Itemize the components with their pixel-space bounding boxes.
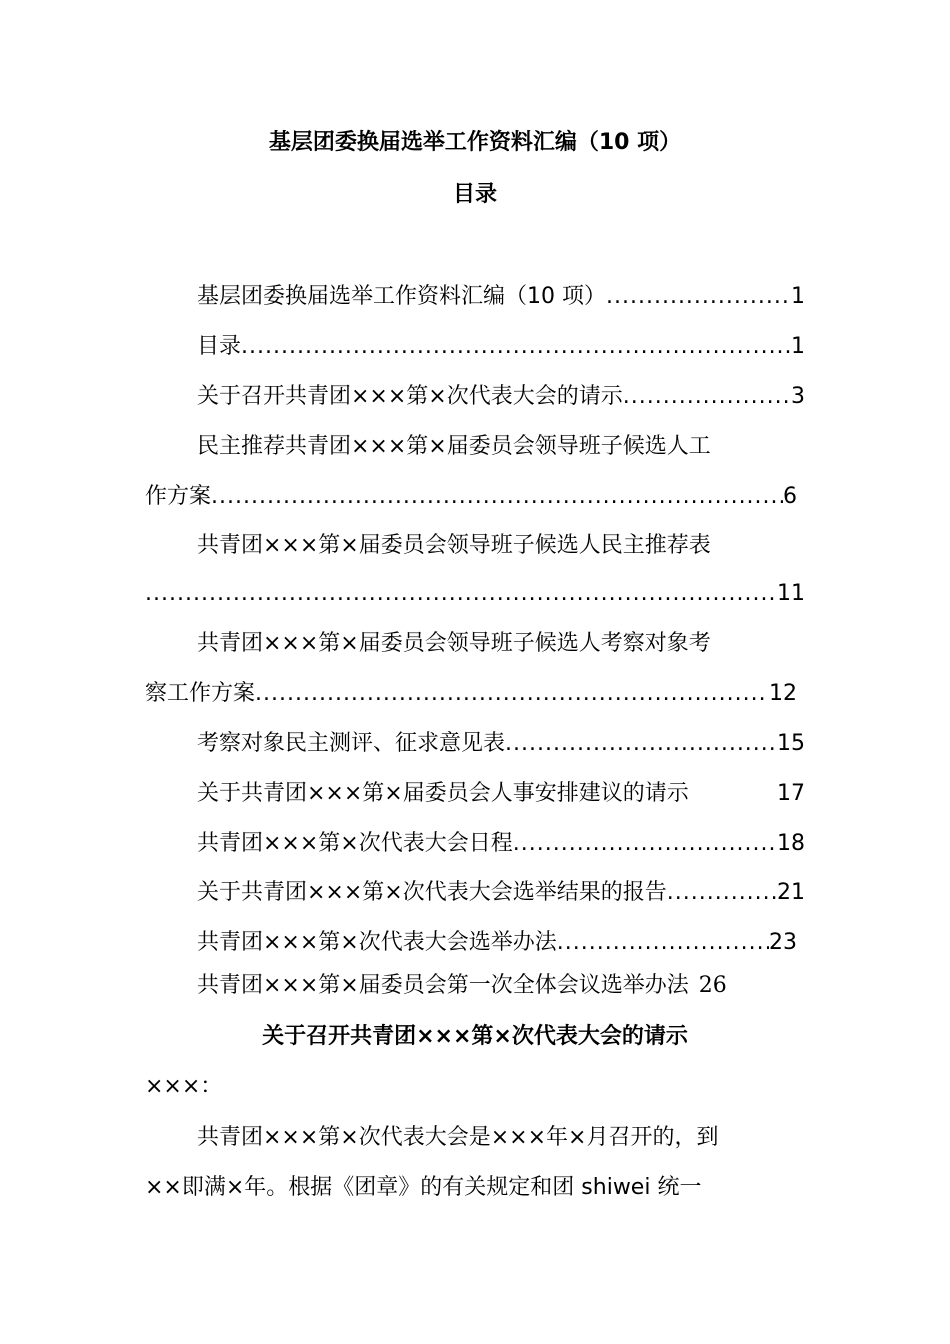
toc-entry-page: 1 (791, 334, 805, 359)
toc-entry-continuation[interactable] (145, 678, 797, 710)
toc-entry-page: 11 (777, 581, 805, 606)
toc-entry-page: 23 (769, 930, 797, 955)
toc-leader-dots (241, 331, 791, 363)
toc-leader-dots (667, 877, 777, 909)
toc-leader-dots (145, 578, 777, 610)
paragraph-line: ××即满×年。根据《团章》的有关规定和团 shiwei 统一 (145, 1175, 702, 1200)
toc-entry[interactable] (145, 970, 805, 1002)
toc-entry[interactable] (145, 431, 805, 463)
toc-entry[interactable] (145, 530, 805, 562)
toc-entry[interactable] (145, 877, 805, 909)
toc-entry-page: 21 (777, 880, 805, 905)
toc-entry[interactable] (145, 281, 805, 313)
toc-entry-text: 共青团×××第×届委员会领导班子候选人民主推荐表 (197, 533, 711, 558)
toc-leader-dots (505, 728, 777, 760)
toc-entry-page: 3 (791, 384, 805, 409)
toc-leader-dots (513, 828, 777, 860)
toc-leader-dots (557, 927, 769, 959)
document-title: 基层团委换届选举工作资料汇编（10 项） (268, 130, 682, 155)
toc-entry-text: 目录 (197, 334, 242, 359)
toc-entry[interactable] (145, 381, 805, 413)
toc-entry-text: 基层团委换届选举工作资料汇编（10 项） (197, 284, 606, 309)
paragraph-line: 共青团×××第×次代表大会是×××年×月召开的，到 (197, 1125, 719, 1150)
toc-entry-continuation[interactable] (145, 481, 797, 513)
section-title: 关于召开共青团×××第×次代表大会的请示 (262, 1024, 688, 1049)
toc-entry-text: 察工作方案 (145, 681, 256, 706)
toc-entry-page: 6 (783, 484, 797, 509)
toc-entry-text: 关于共青团×××第×届委员会人事安排建议的请示 (197, 781, 689, 806)
toc-entry[interactable] (145, 728, 805, 760)
toc-entry-page: 1 (791, 284, 805, 309)
toc-entry-text: 关于召开共青团×××第×次代表大会的请示 (197, 384, 623, 409)
toc-entry-page: 12 (769, 681, 797, 706)
toc-entry-text: 共青团×××第×次代表大会日程 (197, 831, 513, 856)
toc-entry-page: 18 (777, 831, 805, 856)
toc-entry-continuation[interactable] (145, 578, 805, 610)
toc-entry[interactable] (145, 778, 805, 810)
toc-entry-page: 26 (698, 973, 727, 998)
toc-entry-text: 作方案 (145, 484, 212, 509)
toc-entry-page: 17 (777, 781, 805, 806)
toc-entry-text: 关于共青团×××第×次代表大会选举结果的报告 (197, 880, 667, 905)
toc-entry-text: 共青团×××第×届委员会第一次全体会议选举办法 (197, 973, 689, 998)
toc-leader-dots (623, 381, 791, 413)
toc-entry-text: 共青团×××第×届委员会领导班子候选人考察对象考 (197, 631, 711, 656)
toc-heading: 目录 (452, 182, 497, 207)
toc-leader-dots (211, 481, 783, 513)
toc-entry[interactable] (145, 927, 797, 959)
salutation: ×××： (145, 1074, 223, 1099)
toc-entry-text: 民主推荐共青团×××第×届委员会领导班子候选人工 (197, 434, 711, 459)
toc-entry[interactable] (145, 628, 805, 660)
toc-entry[interactable] (145, 828, 805, 860)
toc-entry-text: 共青团×××第×次代表大会选举办法 (197, 930, 557, 955)
toc-entry-page: 15 (777, 731, 805, 756)
toc-entry[interactable] (145, 331, 805, 363)
toc-leader-dots (606, 281, 791, 313)
toc-leader-dots (255, 678, 769, 710)
toc-entry-text: 考察对象民主测评、征求意见表 (197, 731, 506, 756)
